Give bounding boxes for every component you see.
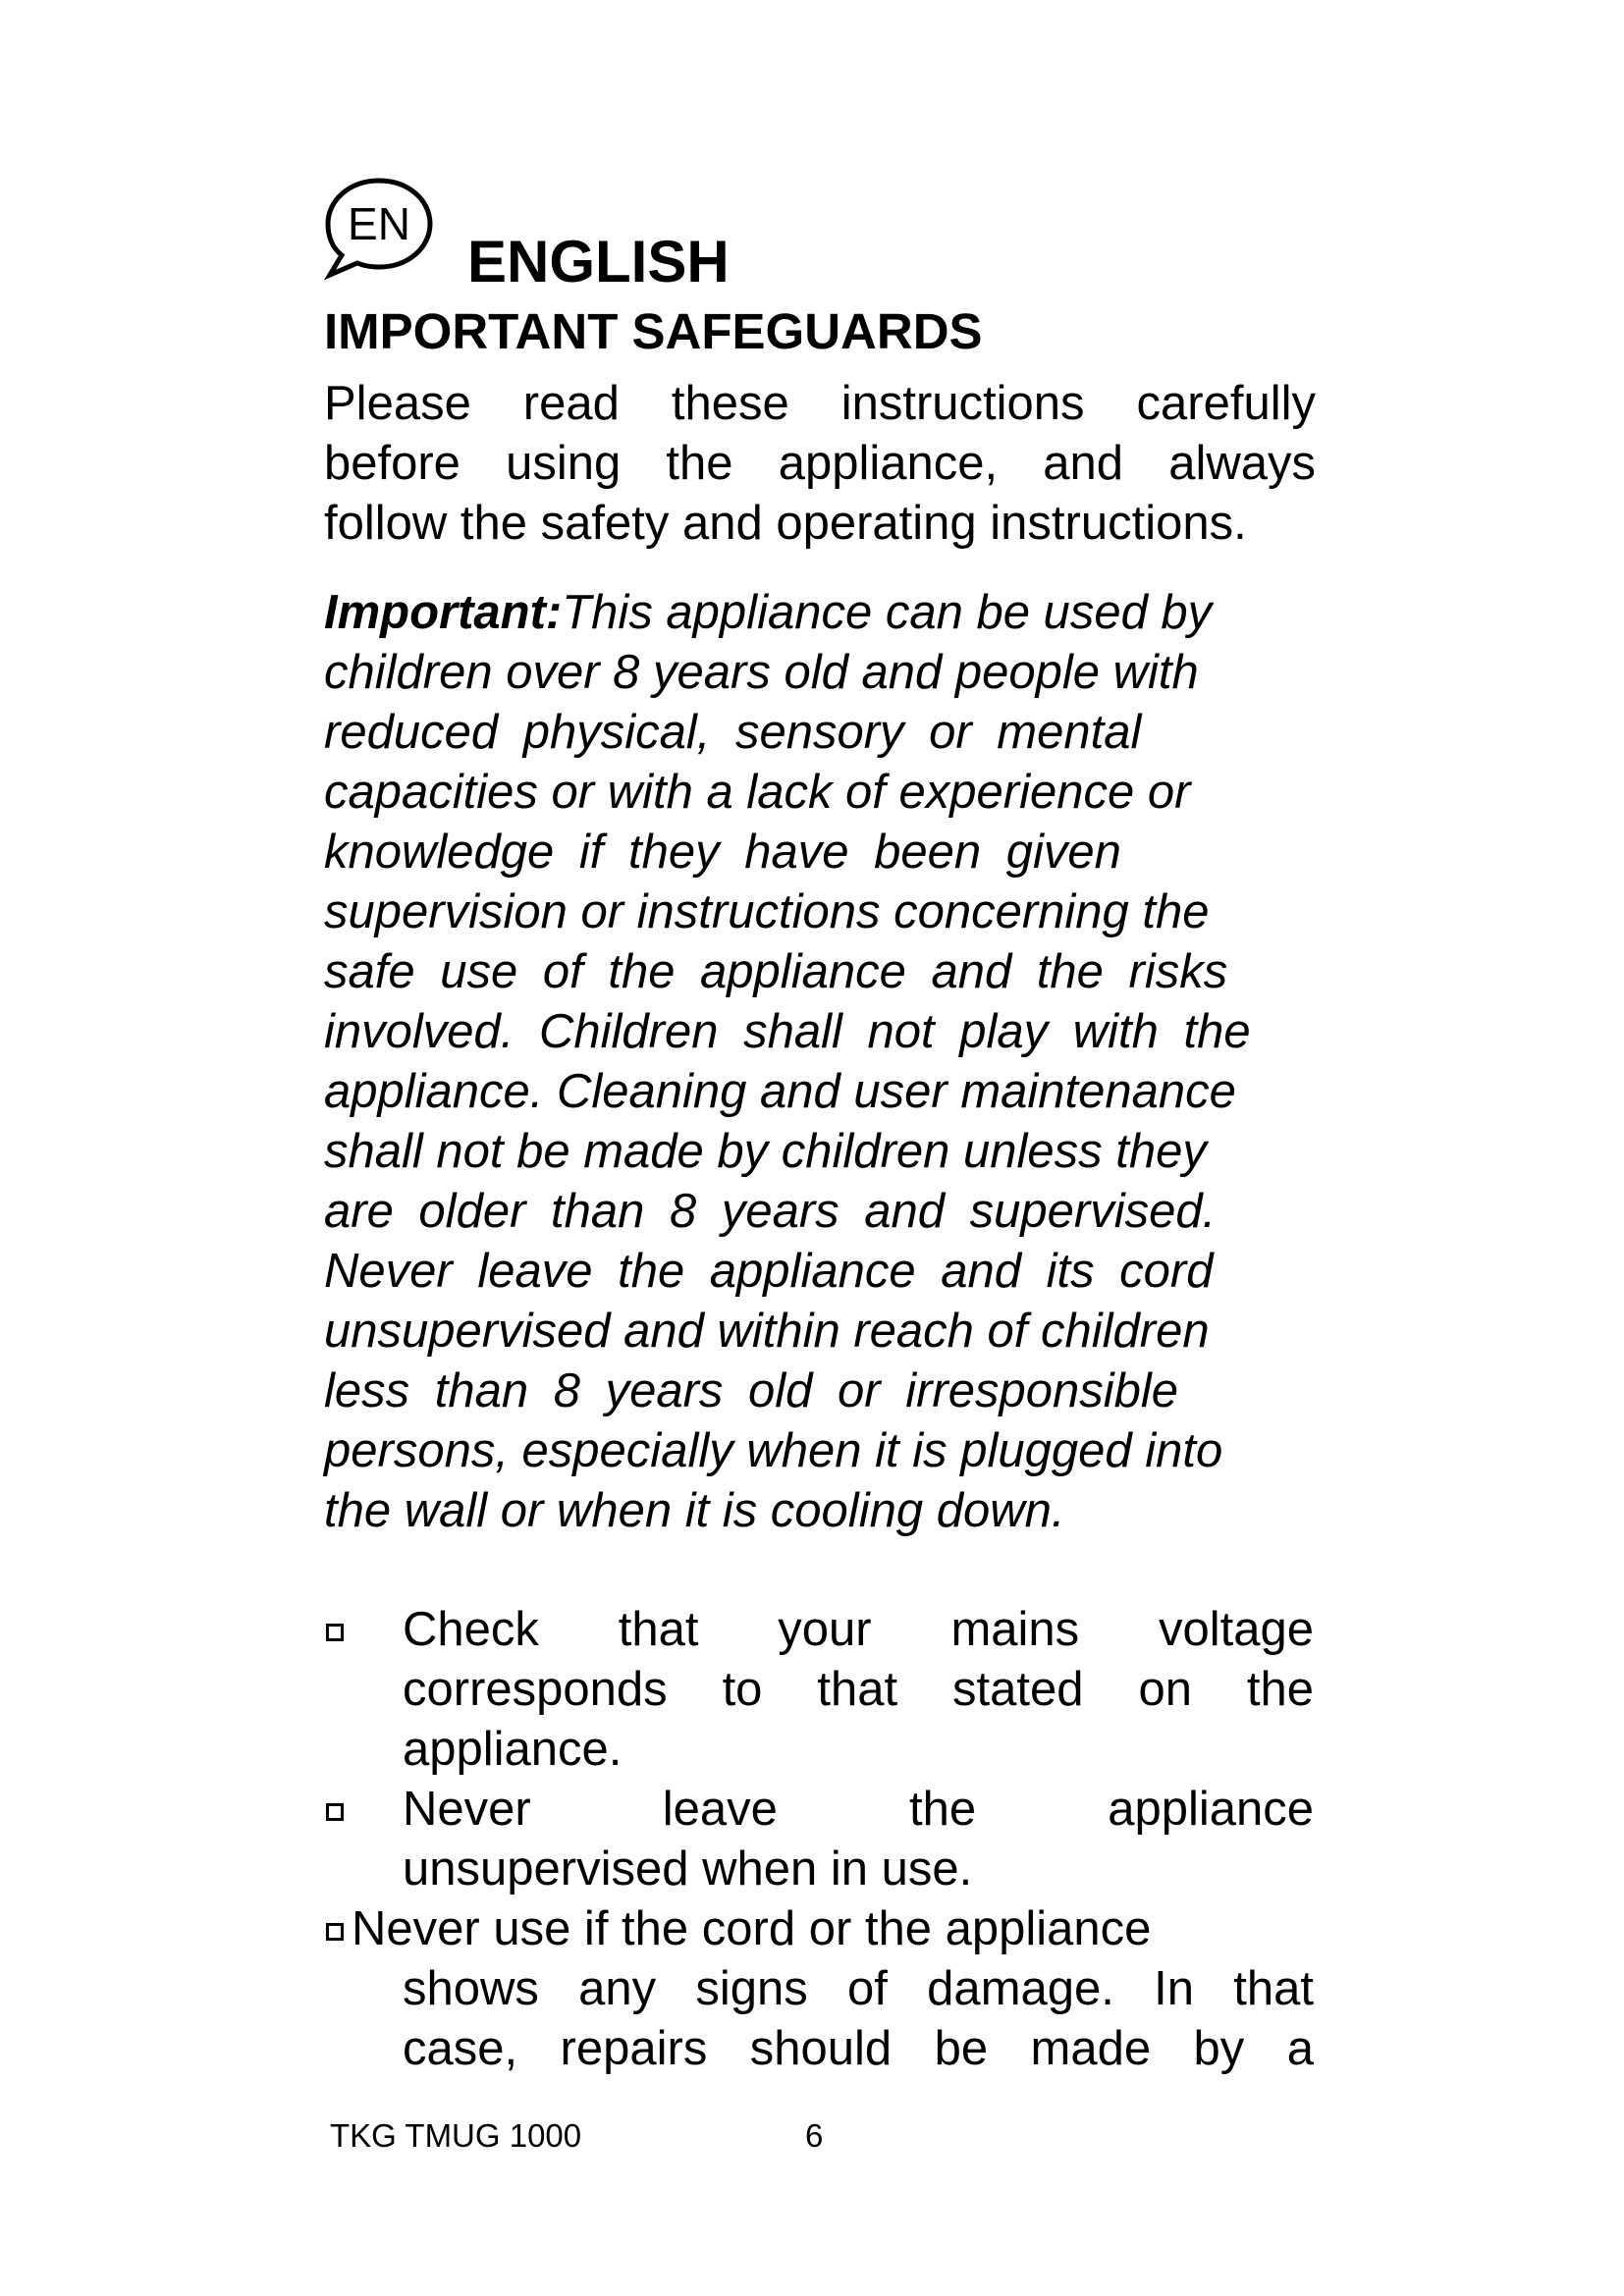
section-title: IMPORTANT SAFEGUARDS (324, 303, 983, 359)
important-line: unsupervised and within reach of children (324, 1305, 1210, 1358)
intro-line: before using the appliance, and always (324, 437, 1316, 490)
checkbox-bullet-icon (326, 1803, 344, 1821)
intro-line: follow the safety and operating instructions. (324, 497, 1247, 550)
important-line: less than 8 years old or irresponsible (324, 1364, 1179, 1417)
important-line: appliance. Cleaning and user maintenance (324, 1065, 1236, 1118)
list-item-line: appliance. (403, 1723, 623, 1776)
list-item (324, 1780, 1316, 1899)
important-line: children over 8 years old and people with (324, 646, 1199, 699)
important-line (324, 583, 1316, 643)
language-title: ENGLISH (467, 229, 730, 294)
list-item-line: Never leave the appliance (403, 1783, 1314, 1836)
list-item (324, 1600, 1316, 1780)
important-line: knowledge if they have been given (324, 826, 1121, 879)
intro-line: Please read these instructions carefully (324, 377, 1316, 430)
list-item-line: Never use if the cord or the appliance (352, 1902, 1152, 1955)
important-line: capacities or with a lack of experience or (324, 766, 1191, 819)
lang-badge: EN (348, 198, 410, 249)
checkbox-bullet-icon (326, 1923, 344, 1941)
important-line: the wall or when it is cooling down. (324, 1484, 1065, 1537)
important-line: involved. Children shall not play with the (324, 1005, 1251, 1058)
important-text: This appliance can be used by (562, 586, 1213, 639)
list-item-line: case, repairs should be made by a (403, 2022, 1314, 2075)
list-item-line: Check that your mains voltage (403, 1603, 1314, 1656)
important-line: safe use of the appliance and the risks (324, 945, 1228, 998)
important-label: Important: (324, 586, 563, 639)
important-line: supervision or instructions concerning the (324, 885, 1210, 938)
list-item-line: corresponds to that stated on the (403, 1663, 1314, 1716)
page-number: 6 (805, 2117, 824, 2154)
important-paragraph (324, 583, 1316, 1541)
important-line: persons, especially when it is plugged into (324, 1424, 1223, 1477)
important-line: reduced physical, sensory or mental (324, 706, 1142, 759)
important-line: Never leave the appliance and its cord (324, 1245, 1214, 1298)
important-line: shall not be made by children unless they (324, 1125, 1207, 1178)
intro-paragraph (324, 374, 1316, 554)
safety-list (324, 1600, 1316, 2079)
english-language-icon (320, 175, 438, 283)
list-item-line: shows any signs of damage. In that (403, 1962, 1314, 2015)
checkbox-bullet-icon (326, 1624, 344, 1641)
list-item (324, 1899, 1316, 2079)
important-line: are older than 8 years and supervised. (324, 1185, 1217, 1238)
footer-model-number: TKG TMUG 1000 (330, 2117, 582, 2154)
list-item-line: unsupervised when in use. (403, 1842, 973, 1896)
